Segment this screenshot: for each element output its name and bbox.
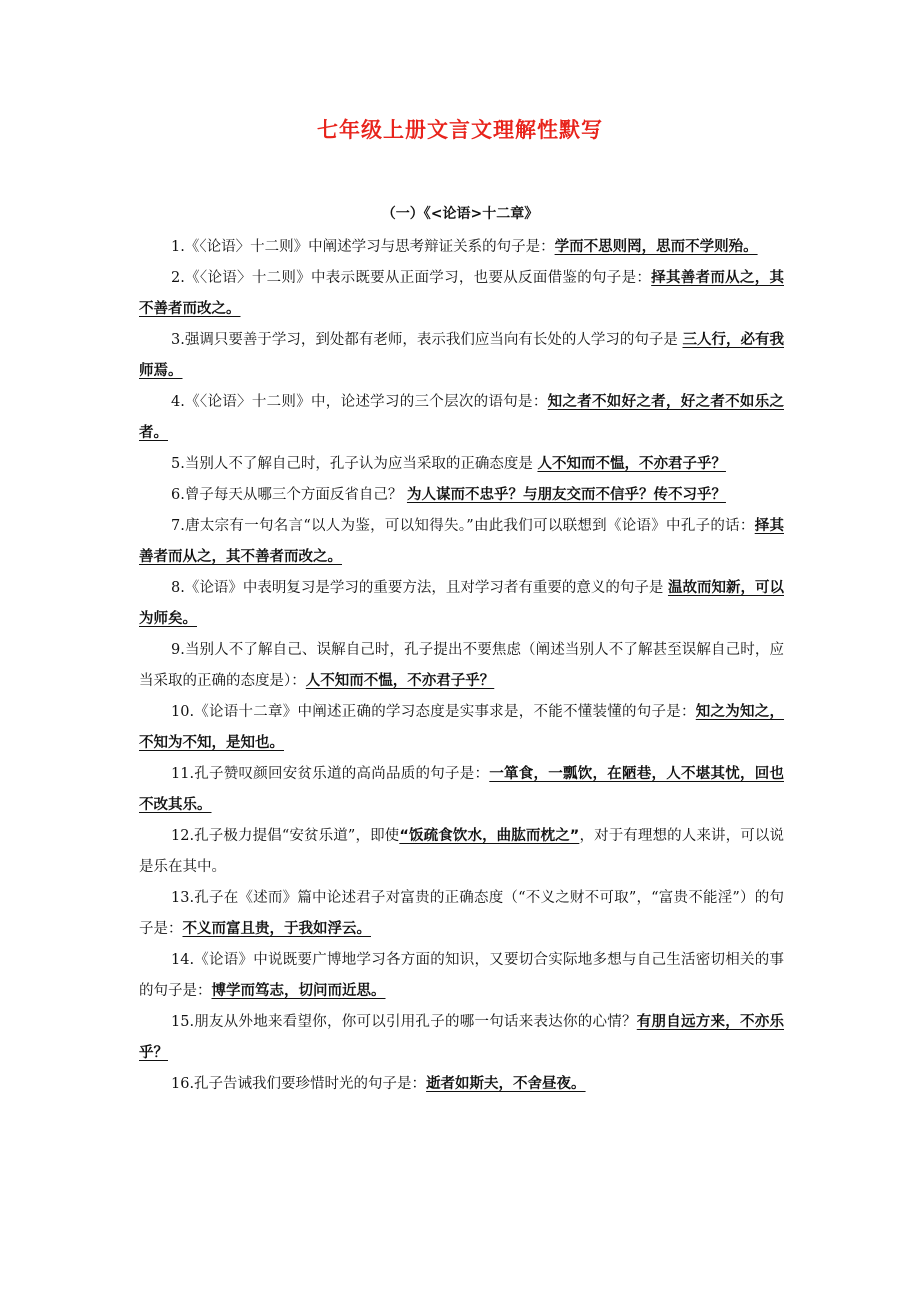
question-item	[139, 635, 784, 697]
question-item	[139, 697, 784, 759]
question-text: 9.当别人不了解自己、误解自己时，孔子提出不要焦虑（阐述当别人不了解甚至误解自己时，应当采取的正确的态度是）：	[139, 642, 784, 689]
question-text: 14.《论语》中说既要广博地学习各方面的知识，又要切合实际地多想与自己生活密切相关的事的句子是：	[139, 952, 784, 999]
answer-text: 一箪食，一瓢饮，在陋巷，人不堪其忧，回也不改其乐。	[139, 766, 784, 813]
answer-text: 逝者如斯夫，不舍昼夜。	[426, 1076, 586, 1092]
answer-text: “饭疏食饮水，曲肱而枕之”	[399, 828, 580, 844]
question-text: 4.《〈论语〉十二则》中，论述学习的三个层次的语句是：	[171, 394, 548, 410]
question-text: 6.曾子每天从哪三个方面反省自己？	[171, 487, 407, 503]
question-item	[139, 263, 784, 325]
question-text: 8.《论语》中表明复习是学习的重要方法，且对学习者有重要的意义的句子是	[171, 580, 668, 596]
answer-text: 不义而富且贵，于我如浮云。	[182, 921, 371, 937]
question-item	[139, 480, 784, 511]
answer-text: 择其善者而从之，其不善者而改之。	[139, 518, 784, 565]
question-item	[139, 232, 784, 263]
answer-text: 知之为知之，不知为不知，是知也。	[139, 704, 785, 751]
question-text: 12.孔子极力提倡“安贫乐道”，即使	[171, 828, 400, 844]
question-text: 7.唐太宗有一句名言“以人为鉴，可以知得失。”由此我们可以联想到《论语》中孔子的话：	[171, 518, 755, 534]
answer-text: 知之者不如好之者，好之者不如乐之者。	[139, 394, 784, 441]
question-text: 5.当别人不了解自己时，孔子认为应当采取的正确态度是	[171, 456, 538, 472]
question-item	[139, 759, 784, 821]
answer-text: 人不知而不愠，不亦君子乎？	[305, 673, 495, 689]
question-list	[139, 232, 784, 1100]
question-text: 3.强调只要善于学习，到处都有老师，表示我们应当向有长处的人学习的句子是	[171, 332, 683, 348]
question-item	[139, 1007, 784, 1069]
document-title: 七年级上册文言文理解性默写	[317, 118, 603, 142]
answer-text: 有朋自远方来，不亦乐乎？	[139, 1014, 785, 1061]
answer-text: 为人谋而不忠乎？与朋友交而不信乎？传不习乎？	[406, 487, 726, 503]
question-text: 11.孔子赞叹颜回安贫乐道的高尚品质的句子是：	[171, 766, 490, 782]
question-item	[139, 821, 784, 883]
question-item	[139, 325, 784, 387]
answer-text: 人不知而不愠，不亦君子乎？	[537, 456, 726, 472]
question-item	[139, 511, 784, 573]
question-text: 10.《论语十二章》中阐述正确的学习态度是实事求是，不能不懂装懂的句子是：	[171, 704, 696, 720]
question-text-after: ，对于有理想的人来讲，可以说是乐在其中。	[139, 828, 785, 875]
answer-text: 择其善者而从之，其不善者而改之。	[139, 270, 784, 317]
answer-text: 学而不思则罔，思而不学则殆。	[554, 239, 758, 255]
question-text: 2.《〈论语〉十二则》中表示既要从正面学习，也要从反面借鉴的句子是：	[171, 270, 652, 286]
section-heading: （一）《<论语>十二章》	[381, 206, 539, 222]
question-item	[139, 387, 784, 449]
question-text: 15.朋友从外地来看望你，你可以引用孔子的哪一句话来表达你的心情？	[171, 1014, 637, 1030]
question-item	[139, 449, 784, 480]
answer-text: 博学而笃志，切问而近思。	[211, 983, 386, 999]
question-item	[139, 1069, 784, 1100]
question-item	[139, 883, 784, 945]
answer-text: 三人行，必有我师焉。	[139, 332, 784, 379]
question-text: 1.《〈论语〉十二则》中阐述学习与思考辩证关系的句子是：	[171, 239, 555, 255]
question-item	[139, 573, 784, 635]
answer-text: 温故而知新，可以为师矣。	[139, 580, 784, 627]
question-item	[139, 945, 784, 1007]
question-text: 13.孔子在《述而》篇中论述君子对富贵的正确态度（“不义之财不可取”，“富贵不能淫”）的句子是：	[139, 890, 784, 937]
question-text: 16.孔子告诫我们要珍惜时光的句子是：	[171, 1076, 427, 1092]
